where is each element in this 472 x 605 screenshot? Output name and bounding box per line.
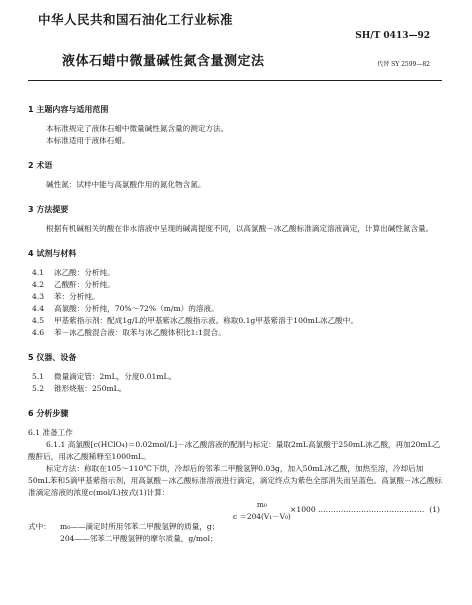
paragraph: 碱性氮：试样中能与高氯酸作用的氮化物含氮。	[46, 180, 206, 189]
list-item: 4.4 高氯酸：分析纯，70%～72%（m/m）的溶液。	[32, 304, 219, 313]
header-rule	[28, 80, 442, 81]
formula-lhs: c ＝	[233, 512, 247, 521]
list-item: 5.1 微量滴定管：2mL，分度0.01mL。	[32, 372, 177, 381]
list-item: 4.3 苯：分析纯。	[32, 292, 100, 301]
list-item: 4.1 冰乙酸：分析纯。	[32, 268, 115, 277]
formula-fraction	[233, 499, 291, 523]
formula	[28, 499, 442, 521]
formula-explanation: 204——邻苯二甲酸氢钾的摩尔质量，g/mol；	[60, 534, 218, 543]
section-heading: 5 仪器、设备	[28, 353, 77, 362]
document-title: 液体石蜡中微量碱性氮含量测定法	[62, 54, 265, 69]
paragraph: 标定方法：称取在105～110℃下烘，冷却后的邻苯二甲酸氢钾0.03g，加入50mL冰乙酸，加热至溶，冷却后加50mL苯和5滴甲基紫指示剂，用高氯酸－冰乙酸标准溶液进行滴定，滴定终点为紫色全部消失而呈蓝色。高氯酸－冰乙酸标准滴定溶液的浓度c(mol/L)按式(1)计算：	[28, 464, 443, 497]
paragraph: 6.1.1 高氯酸[c(HClO₄)＝0.02mol/L]－冰乙酸溶液的配制与标定：量取2mL高氯酸于250mL冰乙酸，再加20mL乙酸酐后，用冰乙酸稀释至1000mL。	[28, 440, 441, 461]
section-6	[28, 408, 442, 545]
list-item: 4.2 乙酸酐：分析纯。	[32, 280, 115, 289]
section-heading: 6 分析步骤	[28, 409, 69, 418]
section-heading: 4 试剂与材料	[28, 249, 77, 258]
formula-leader: ……………………………………	[318, 505, 425, 514]
formula-numerator: m₀	[256, 500, 267, 509]
sub-heading: 6.1 准备工作	[28, 428, 73, 437]
section-heading: 2 术语	[28, 161, 53, 170]
section-2	[28, 160, 442, 191]
section-4	[28, 248, 442, 339]
formula-explanation: 式中： m₀——滴定时所用邻苯二甲酸氢钾的质量，g；	[28, 522, 220, 531]
paragraph: 本标准规定了液体石蜡中微量碱性氮含量的测定方法。	[46, 124, 229, 133]
list-item: 4.6 苯－冰乙酸混合液：取苯与冰乙酸体积比1:1混合。	[32, 328, 226, 337]
section-heading: 1 主题内容与适用范围	[28, 105, 109, 114]
section-heading: 3 方法提要	[28, 205, 69, 214]
paragraph: 根据有机碱相关的酸在非水溶液中呈现的碱离提度不同，以高氯酸－冰乙酸标准滴定溶液滴定，计算出碱性氮含量。	[46, 224, 434, 233]
section-5	[28, 352, 442, 395]
issuing-organization: 中华人民共和国石油化工行业标准	[38, 12, 234, 27]
formula-number: (1)	[429, 505, 440, 514]
document-body	[28, 104, 442, 545]
standard-code: SH/T 0413—92	[355, 31, 430, 41]
section-1	[28, 104, 442, 147]
list-item: 4.5 甲基紫指示剂：配成1g/L的甲基紫冰乙酸指示液。称取0.1g甲基紫溶于100mL冰乙酸中。	[32, 316, 358, 325]
list-item: 5.2 锥形烧瓶：250mL。	[32, 384, 127, 393]
formula-multiplier: ×1000	[290, 505, 316, 514]
formula-denominator: c ＝204(V₁－V₀)	[233, 512, 291, 521]
section-3	[28, 204, 442, 235]
paragraph: 本标准适用于液体石蜡。	[46, 136, 130, 145]
replaces-standard: 代替 SY 2599—82	[377, 61, 430, 68]
